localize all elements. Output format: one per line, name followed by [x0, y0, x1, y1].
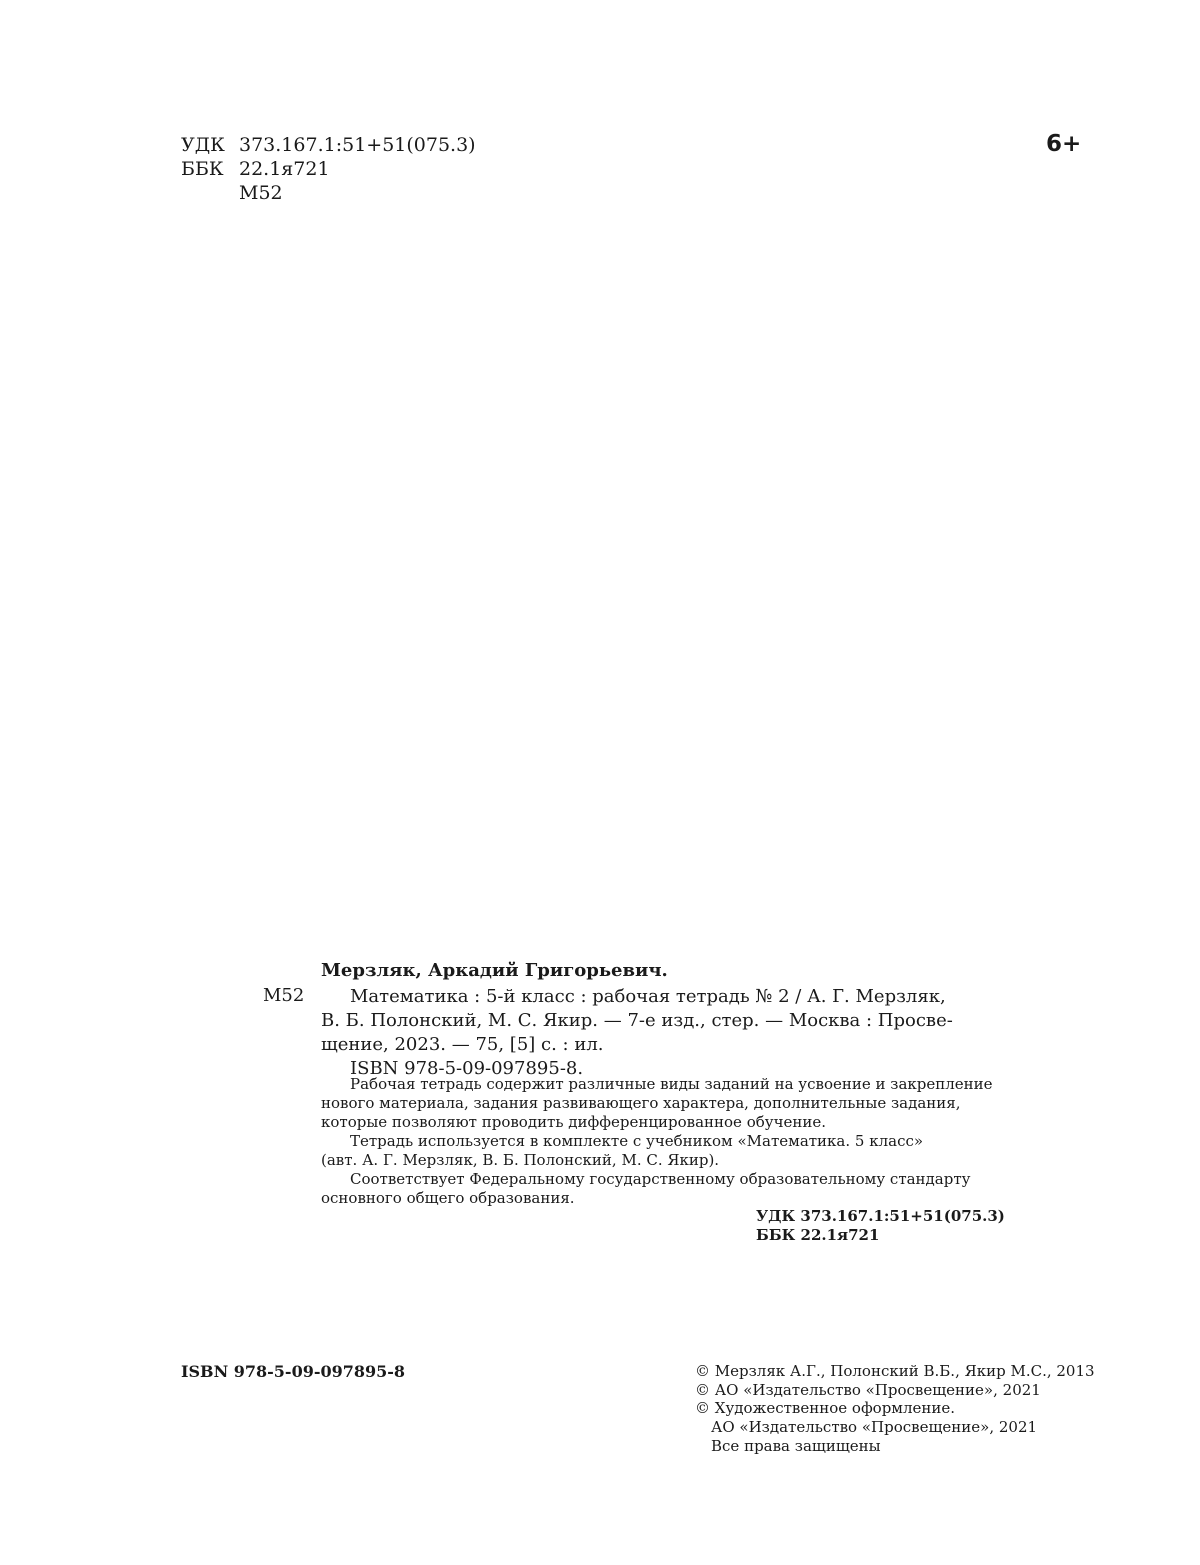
author-mark-code: М52 — [239, 182, 283, 204]
card-bbk: ББК 22.1я721 — [756, 1226, 880, 1244]
card-annotation-line-2: нового материала, задания развивающего характера, дополнительные задания, — [321, 1094, 961, 1112]
isbn-bottom: ISBN 978-5-09-097895-8 — [181, 1362, 406, 1381]
bbk-row — [181, 157, 330, 181]
bbk-label: ББК — [181, 158, 224, 180]
card-annotation-line-1: Рабочая тетрадь содержит различные виды заданий на усвоение и закрепление — [350, 1075, 993, 1093]
card-annotation-line-5: (авт. А. Г. Мерзляк, В. Б. Полонский, М. С. Якир). — [321, 1151, 720, 1169]
udk-value: 373.167.1:51+51(075.3) — [239, 134, 476, 156]
bbk-value: 22.1я721 — [239, 158, 330, 180]
card-title-line-3: щение, 2023. — 75, [5] с. : ил. — [321, 1034, 604, 1055]
card-annotation-line-7: основного общего образования. — [321, 1189, 575, 1207]
card-isbn: ISBN 978-5-09-097895-8. — [350, 1058, 584, 1079]
card-author: Мерзляк, Аркадий Григорьевич. — [321, 960, 668, 981]
card-code: М52 — [263, 985, 305, 1006]
copyright-line-1: © Мерзляк А.Г., Полонский В.Б., Якир М.С., 2013 — [695, 1362, 1095, 1380]
copyright-line-3: © Художественное оформление. — [695, 1399, 956, 1417]
copyright-line-2: © АО «Издательство «Просвещение», 2021 — [695, 1381, 1041, 1399]
age-rating: 6+ — [1046, 131, 1082, 157]
card-annotation-line-4: Тетрадь используется в комплекте с учебником «Математика. 5 класс» — [350, 1132, 924, 1150]
rights-reserved: Все права защищены — [711, 1437, 881, 1455]
copyright-line-4: АО «Издательство «Просвещение», 2021 — [711, 1418, 1038, 1436]
card-annotation-line-6: Соответствует Федеральному государственному образовательному стандарту — [350, 1170, 971, 1188]
card-udk: УДК 373.167.1:51+51(075.3) — [756, 1207, 1005, 1225]
udk-row — [181, 133, 476, 157]
card-title-line-2: В. Б. Полонский, М. С. Якир. — 7-е изд., стер. — Москва : Просве- — [321, 1010, 953, 1031]
card-annotation-line-3: которые позволяют проводить дифференцированное обучение. — [321, 1113, 827, 1131]
udk-label: УДК — [181, 134, 225, 156]
card-title-line-1: Математика : 5-й класс : рабочая тетрадь № 2 / А. Г. Мерзляк, — [350, 986, 946, 1007]
